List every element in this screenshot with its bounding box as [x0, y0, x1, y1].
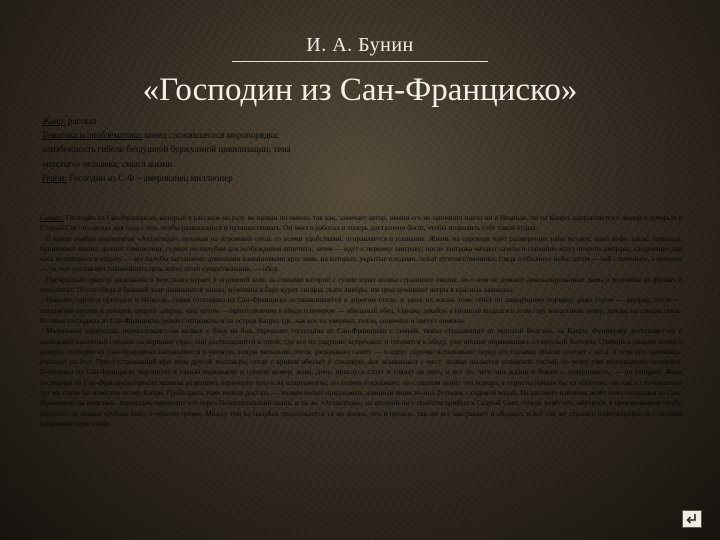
themes-label: Тематика и проблематика:	[42, 130, 143, 141]
plot-paragraph: Маленький пароходик, переваливаясь на волнах с боку на бок, перевозит господина из Сан-Франциско с семьёй, тяжко страдающих от морской болезни, на Капри. Фуникулёр доставляет их в маленький каменный городок на вершине горы, они располагаются в отеле, где все их радушно встречают, и готовятся к обеду, уже вполне оправившись от морской болезни. Одевшись раньше жены и дочери, господин из Сан-Франциско направляется в уютную, тихую читальню отеля, раскрывает газету — и вдруг строчки вспыхивают перед его глазами, пенсне слетает с носа, и тело его, извиваясь, сползает на пол. Присутствовавший при этом другой постоялец отеля с криком вбегает в столовую, все вскакивают с мест, хозяин пытается успокоить гостей, но вечер уже непоправимо испорчен. Господина из Сан-Франциско переносят в самый маленький и плохой номер; жена, дочь, прислуга стоят и глядят на него, и вот то, чего они ждали и боялись, совершилось, — он умирает. Жена господина из Сан-Франциско просит хозяина разрешить перенести тело в их апартаменты, но хозяин отказывает: он слишком ценит эти номера, а туристы начали бы их избегать, так как о случившемся тут же стало бы известно всему Капри. Гроба здесь тоже нельзя достать — хозяин может предложить длинный ящик из-под бутылок с содовой водой. На рассвете извозчик везёт тело господина из Сан-Франциско на пристань, пароходик перевозит его через Неаполитанский залив, и та же «Атлантида», на которой он с почётом прибыл в Старый Свет, теперь везёт его, мёртвого, в просмолённом гробу, скрытого от живых глубоко вниз, в чёрном трюме. Между тем на палубах продолжается та же жизнь, что и прежде, так же все завтракают и обедают, и все так же страшен волнующийся за стёклами иллюминаторов океан.	[40, 326, 682, 428]
plot-paragraph: Прекрасный оркестр изысканно и неустанно играет в огромной зале, за стенами которой с гулом ходят волны страшного океана, но о нем не думают декольтированные дамы и мужчины во фраках и смокингах. После обеда в бальной зале начинаются танцы, мужчины в баре курят сигары, пьют ликёры, им прислуживают негры в красных камзолах.	[40, 274, 682, 295]
plot-paragraph: Наконец пароход приходит в Неаполь, семья господина из Сан-Франциско останавливается в дорогом отеле, и здесь их жизнь тоже течёт по заведённому порядку: рано утром — завтрак, после — посещение музеев и соборов, второй завтрак, чай, потом — приготовление к обеду и вечером — обильный обед. Однако декабрь в Неаполе выдался в этом году ненастный: ветер, дожди, на улицах грязь. И семья господина из Сан-Франциско решает отправиться на остров Капри, где, как все их уверяют, тепло, солнечно и цветут лимоны.	[40, 295, 682, 325]
return-button[interactable]	[682, 510, 702, 528]
heroes-value: Господин из С-Ф – американец миллионер	[66, 172, 233, 183]
plot-paragraph	[40, 213, 682, 234]
page-title: «Господин из Сан-Франциско»	[142, 72, 578, 108]
plot-text	[40, 213, 682, 429]
author-name: И. А. Бунин	[306, 34, 414, 56]
plot-label: Сюжет:	[40, 213, 64, 222]
heroes-label: Герои:	[42, 172, 67, 183]
genre-value: рассказ	[65, 116, 97, 126]
plot-paragraph-text: Господин из Сан-Франциско, который в рассказе ни разу не назван по имени, так как, замечает автор, имени его не запомнил никто ни в Неаполе, ни на Капри, направляется с женой и дочерью в Старый Свет на целых два года с тем, чтобы развлекаться и путешествовать. Он много работал и теперь достаточно богат, чтобы позволить себе такой отдых.	[40, 213, 682, 233]
heroes-line	[42, 171, 322, 185]
info-block	[42, 114, 322, 185]
title-divider	[232, 61, 488, 62]
plot-paragraph: В конце ноября знаменитая «Атлантида», похожая на огромный отель со всеми удобствами, отправляется в плавание. Жизнь на пароходе идёт размеренно: рано встают, пьют кофе, какао, шоколад, принимают ванны, делают гимнастику, гуляют по палубам для возбуждения аппетита; затем — идут к первому завтраку; после завтрака читают газеты и спокойно ждут второго завтрака; следующие два часа посвящаются отдыху — все палубы заставлены длинными камышовыми креслами, на которых, укрытые пледами, лежат путешественники, глядя в облачное небо; затем — чай с печеньем, а вечером — то, что составляет главнейшую цель всего этого существования, — обед.	[40, 233, 682, 274]
genre-label: Жанр:	[42, 116, 66, 126]
themes-line	[42, 128, 322, 171]
genre-line	[42, 114, 322, 128]
return-arrow-icon	[683, 511, 701, 527]
themes-value: конец сложившегося миропорядка; неизбежность гибели бездушной буржуазной цивилизации; тема «пустого» человека; смысл жизни	[42, 130, 291, 169]
